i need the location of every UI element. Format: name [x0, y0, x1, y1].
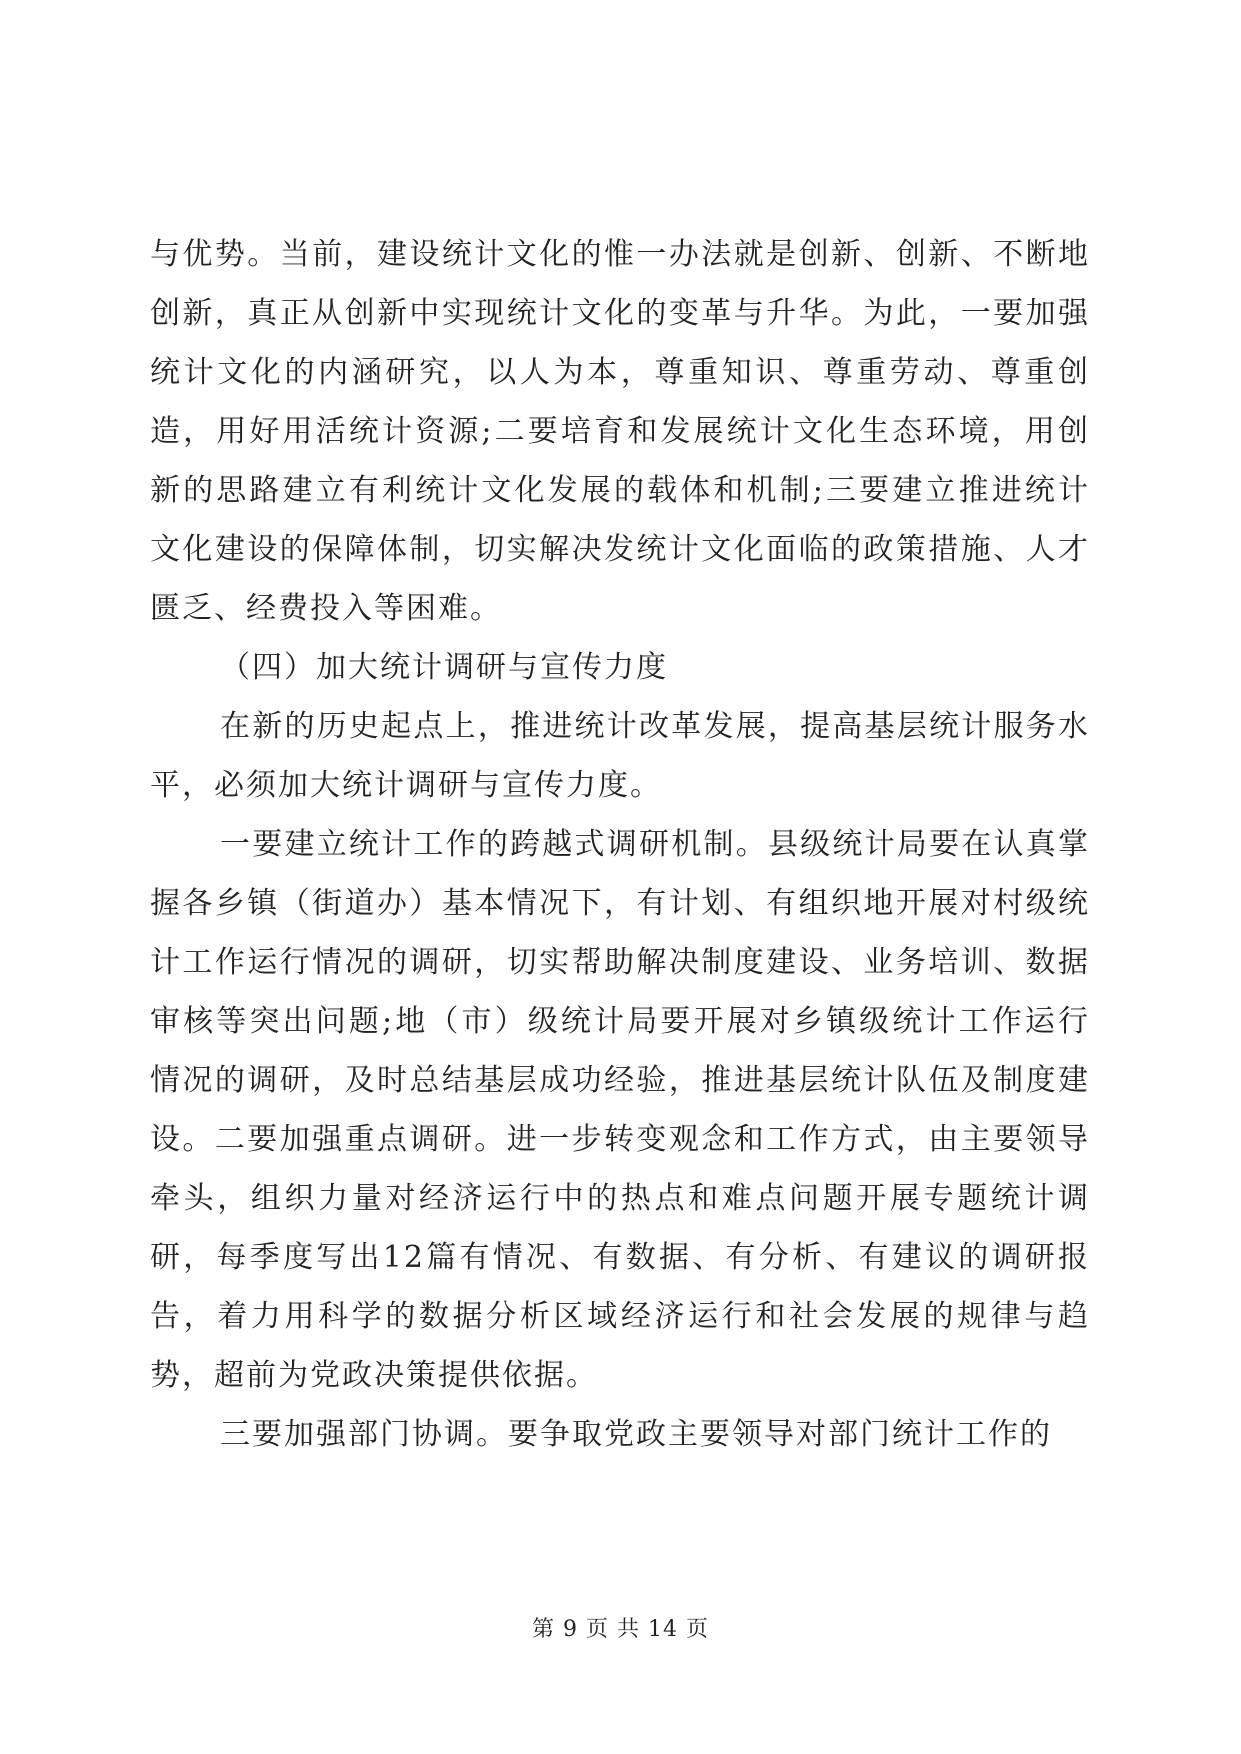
paragraph-continuation: 与优势。当前，建设统计文化的惟一办法就是创新、创新、不断地创新，真正从创新中实现统计文化的变革与升华。为此，一要加强统计文化的内涵研究，以人为本，尊重知识、尊重劳动、尊重创造，用好用活统计资源;二要培育和发展统计文化生态环境，用创新的思路建立有利统计文化发展的载体和机制;三要建立推进统计文化建设的保障体制，切实解决发统计文化面临的政策措施、人才匮乏、经费投入等困难。 — [150, 237, 1090, 626]
page-footer: 第 9 页 共 14 页 — [532, 1617, 709, 1642]
paragraph: 三要加强部门协调。要争取党政主要领导对部门统计工作的 — [220, 1417, 1052, 1452]
paragraph: 一要建立统计工作的跨越式调研机制。县级统计局要在认真掌握各乡镇（街道办）基本情况下，有计划、有组织地开展对村级统计工作运行情况的调研，切实帮助解决制度建设、业务培训、数据审核等突出问题;地（市）级统计局要开展对乡镇级统计工作运行情况的调研，及时总结基层成功经验，推进基层统计队伍及制度建设。二要加强重点调研。进一步转变观念和工作方式，由主要领导牵头，组织力量对经济运行中的热点和难点问题开展专题统计调研，每季度写出12篇有情况、有数据、有分析、有建议的调研报告，着力用科学的数据分析区域经济运行和社会发展的规律与趋势，超前为党政决策提供依据。 — [150, 827, 1090, 1393]
paragraph: 在新的历史起点上，推进统计改革发展，提高基层统计服务水平，必须加大统计调研与宣传力度。 — [150, 709, 1090, 803]
document-body — [150, 225, 1090, 1464]
section-heading: （四）加大统计调研与宣传力度 — [220, 650, 668, 685]
